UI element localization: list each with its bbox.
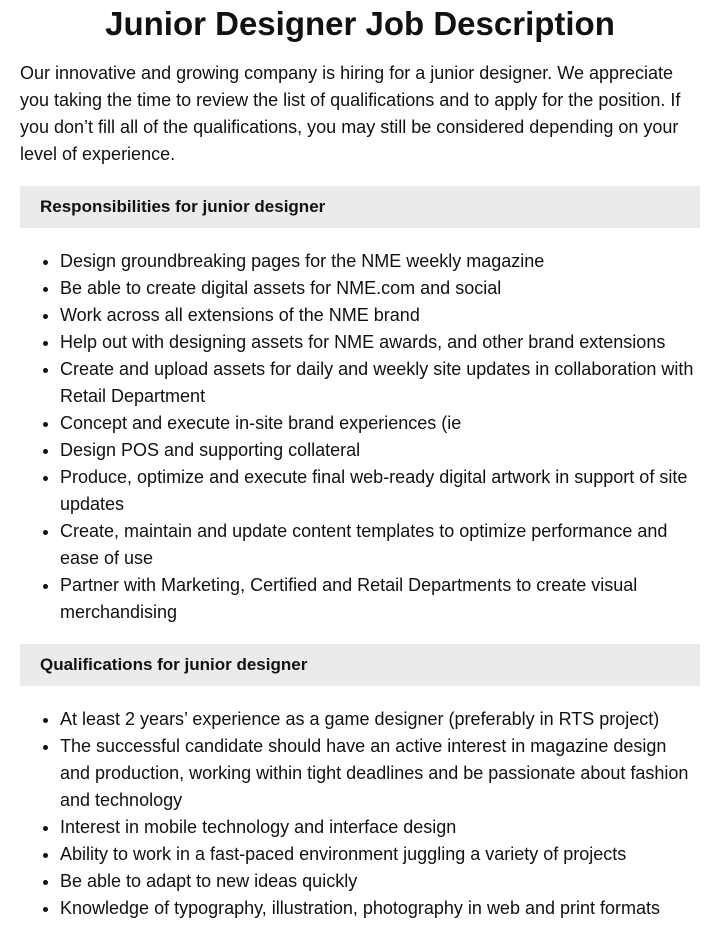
- page-title: Junior Designer Job Description: [105, 5, 615, 42]
- bullet-list: [20, 706, 700, 922]
- list-item: • Partner with Marketing, Certified and Retail Departments to create visual merchandising: [60, 572, 700, 626]
- intro-paragraph: Our innovative and growing company is hiring for a junior designer. We appreciate you taking the time to review the list of qualifications and to apply for the position. If you don’t fill all of the qualifications, you may still be considered depending on your level of experience.: [20, 63, 681, 164]
- list-item: • Ability to work in a fast-paced environment juggling a variety of projects: [60, 841, 700, 868]
- list-item: • Design POS and supporting collateral: [60, 437, 700, 464]
- list-item: • Interest in mobile technology and interface design: [60, 814, 700, 841]
- list-item: • Concept and execute in-site brand experiences (ie: [60, 410, 700, 437]
- list-item: • Create and upload assets for daily and weekly site updates in collaboration with Retail Department: [60, 356, 700, 410]
- list-item: • Knowledge of typography, illustration, photography in web and print formats: [60, 895, 700, 922]
- section-heading: Qualifications for junior designer: [20, 644, 700, 686]
- list-item: • Be able to adapt to new ideas quickly: [60, 868, 700, 895]
- list-item: • At least 2 years’ experience as a game designer (preferably in RTS project): [60, 706, 700, 733]
- list-item: • Design groundbreaking pages for the NME weekly magazine: [60, 248, 700, 275]
- list-item: • Produce, optimize and execute final web-ready digital artwork in support of site updates: [60, 464, 700, 518]
- list-item: • Create, maintain and update content templates to optimize performance and ease of use: [60, 518, 700, 572]
- list-item: • Help out with designing assets for NME awards, and other brand extensions: [60, 329, 700, 356]
- list-item: • Work across all extensions of the NME brand: [60, 302, 700, 329]
- list-item: • The successful candidate should have an active interest in magazine design and production, working within tight deadlines and be passionate about fashion and technology: [60, 733, 700, 814]
- bullet-list: [20, 248, 700, 626]
- list-item: • Be able to create digital assets for NME.com and social: [60, 275, 700, 302]
- section-heading: Responsibilities for junior designer: [20, 186, 700, 228]
